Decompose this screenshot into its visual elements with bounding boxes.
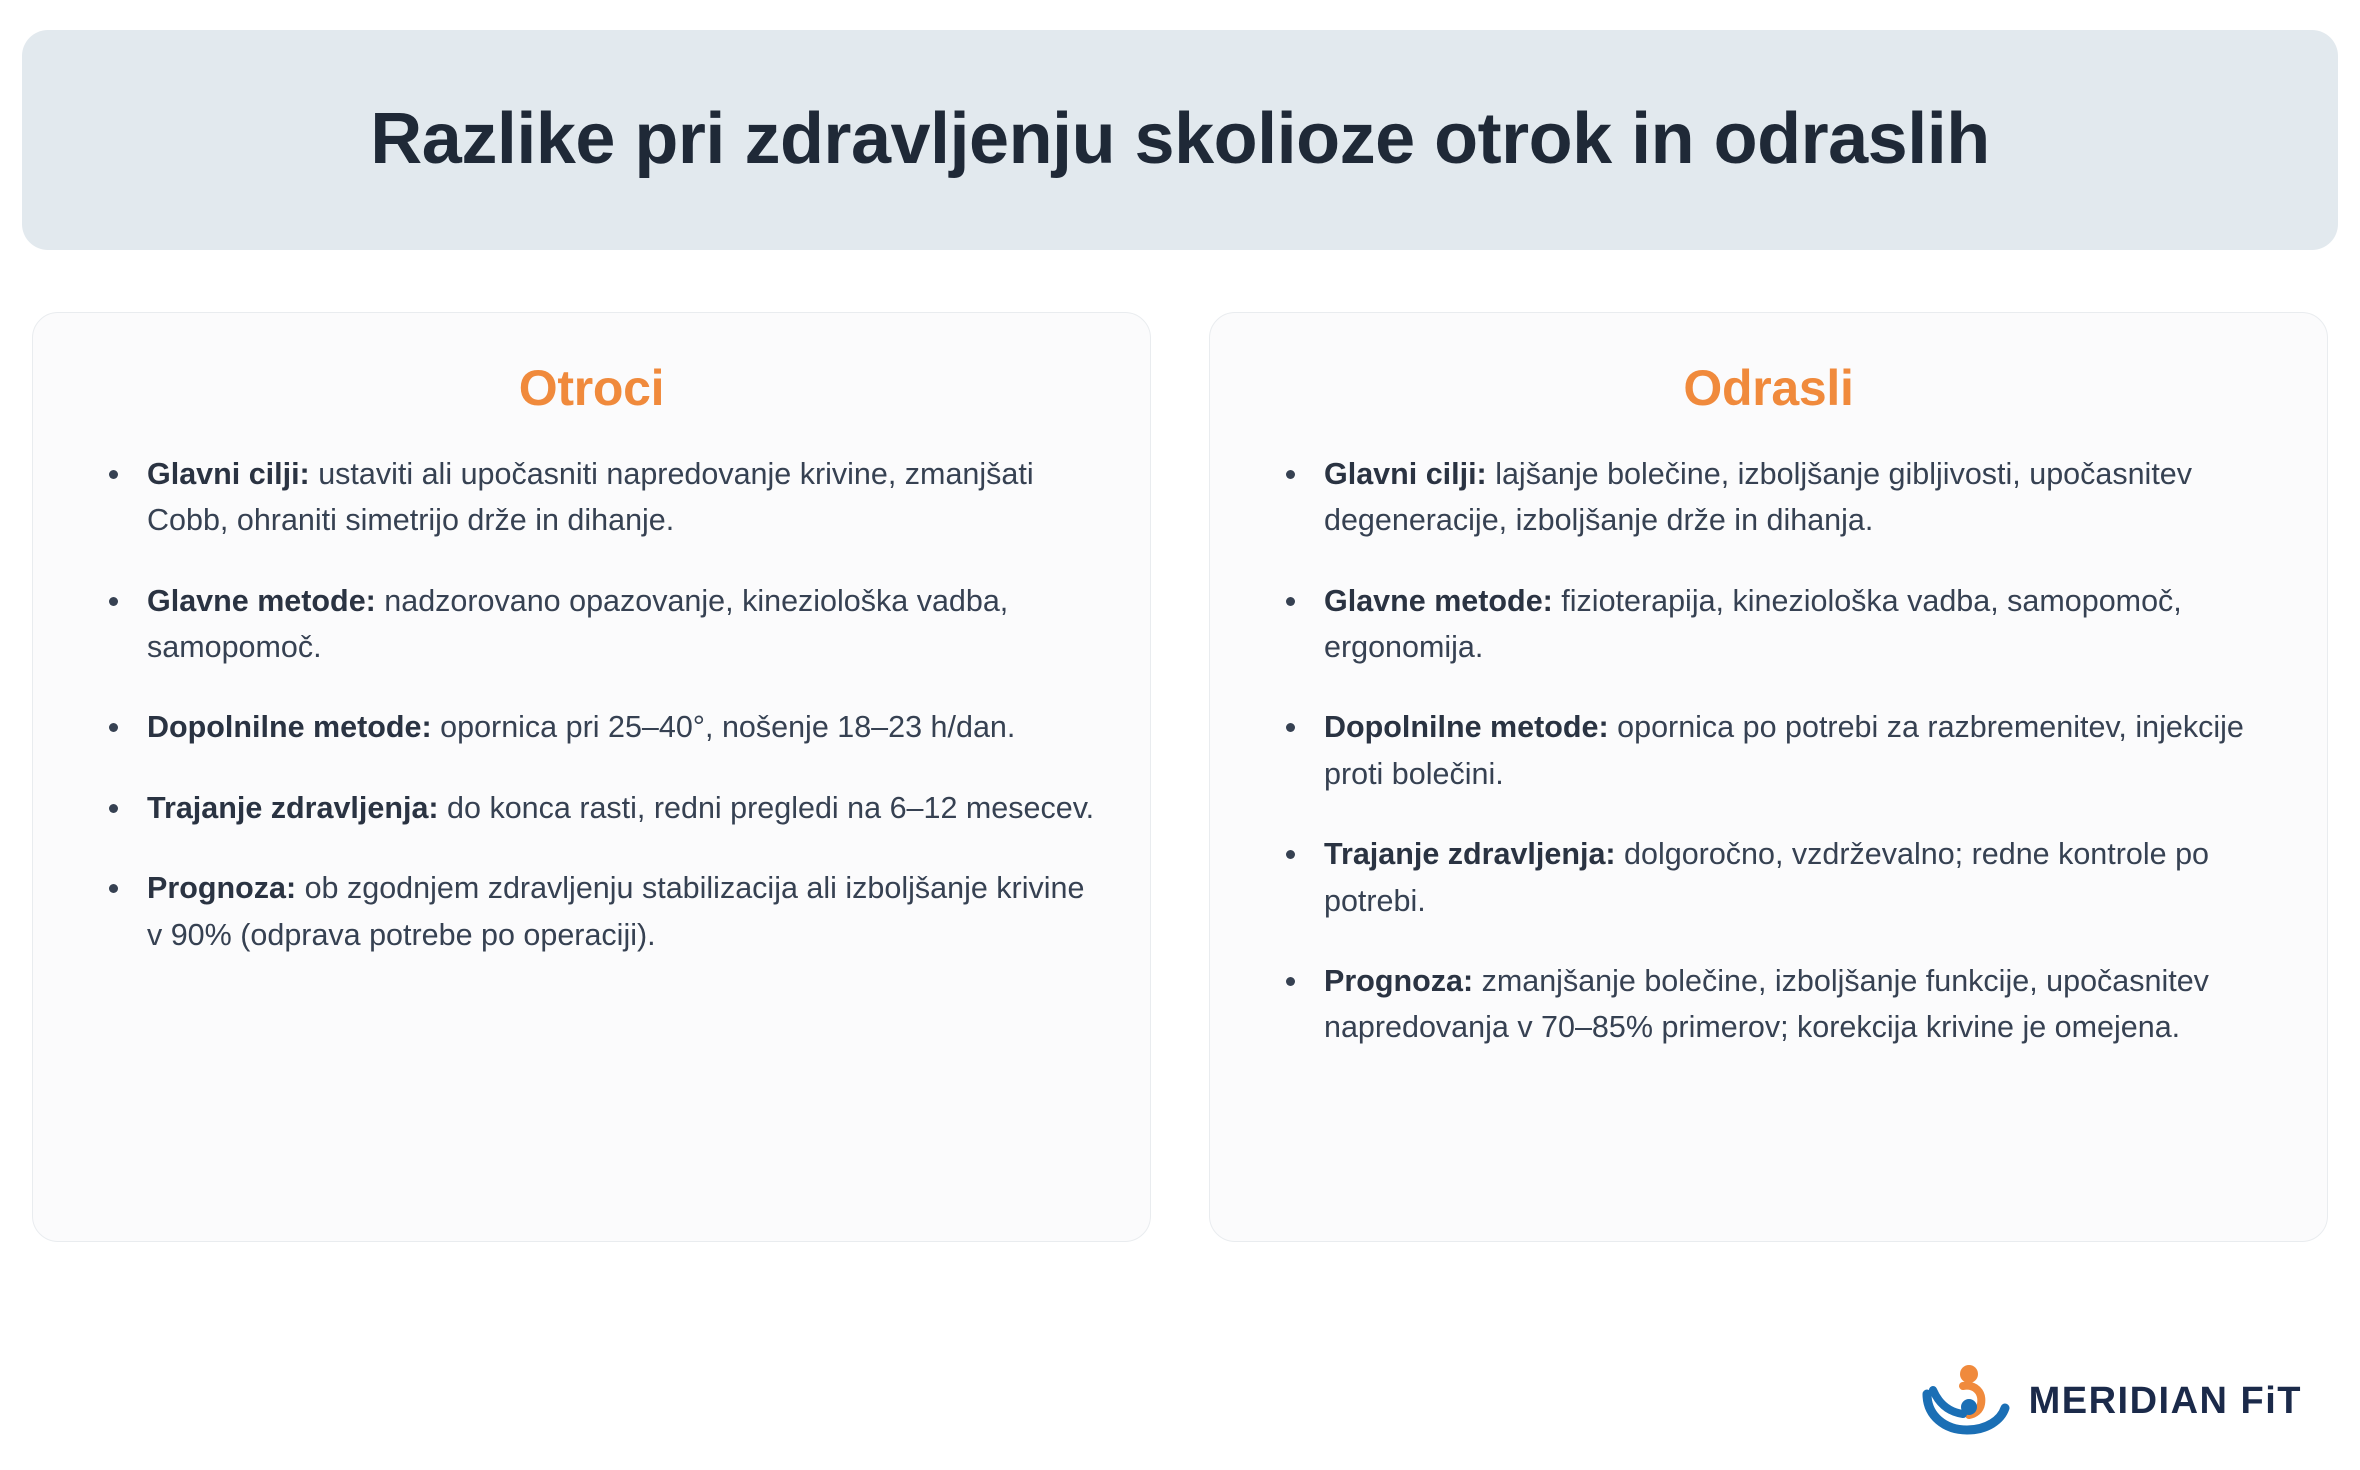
list-item	[1262, 958, 2275, 1051]
point-lead: Prognoza:	[1324, 963, 1474, 998]
point-lead: Glavni cilji:	[1324, 457, 1487, 491]
bullet-icon	[109, 723, 118, 732]
bullet-icon	[109, 470, 118, 479]
point-lead: Glavni cilji:	[147, 457, 310, 491]
column-heading-children: Otroci	[518, 360, 665, 416]
bullet-icon	[1286, 597, 1295, 606]
list-item	[1262, 704, 2275, 797]
list-item	[1262, 831, 2275, 924]
point-lead: Prognoza:	[147, 871, 297, 906]
comparison-columns	[22, 312, 2338, 1242]
list-item	[1262, 451, 2275, 544]
bullet-icon	[1286, 850, 1295, 859]
bullet-icon	[1286, 470, 1295, 479]
bullet-icon	[109, 884, 118, 893]
bullet-icon	[1286, 723, 1295, 732]
list-item	[85, 451, 1098, 544]
list-item	[85, 785, 1098, 831]
point-text: ustaviti ali upočasniti napredovanje krivine, zmanjšati Cobb, ohraniti simetrijo drže in dihanje.	[147, 457, 1034, 538]
point-text: dolgoročno, vzdrževalno; redne kontrole po potrebi.	[1324, 837, 2210, 918]
column-card-children	[32, 312, 1151, 1242]
footer-branding	[1919, 1360, 2302, 1442]
bullet-icon	[109, 597, 118, 606]
point-text: fizioterapija, kineziološka vadba, samopomoč, ergonomija.	[1324, 583, 2182, 665]
point-text: do konca rasti, redni pregledi na 6–12 mesecev.	[438, 790, 1095, 825]
page-title: Razlike pri zdravljenju skolioze otrok in odraslih	[370, 99, 1990, 180]
point-lead: Dopolnilne metode:	[147, 710, 432, 745]
point-lead: Glavne metode:	[1324, 583, 1553, 618]
points-list-adults	[1262, 451, 2275, 1051]
point-text: opornica po potrebi za razbremenitev, injekcije proti bolečini.	[1324, 710, 2244, 791]
point-text: ob zgodnjem zdravljenju stabilizacija ali izboljšanje krivine v 90% (odprava potrebe po operaciji).	[147, 871, 1085, 952]
list-item	[1262, 578, 2275, 671]
point-text: zmanjšanje bolečine, izboljšanje funkcije, upočasnitev napredovanja v 70–85% primerov; korekcija krivine je omejena.	[1324, 963, 2209, 1045]
point-text: lajšanje bolečine, izboljšanje gibljivosti, upočasnitev degeneracije, izboljšanje drže in dihanja.	[1324, 457, 2193, 538]
point-lead: Dopolnilne metode:	[1324, 710, 1609, 745]
meridian-fit-logo-icon	[1919, 1360, 2011, 1442]
title-banner	[22, 30, 2338, 250]
point-text: opornica pri 25–40°, nošenje 18–23 h/dan.	[431, 710, 1016, 745]
bullet-icon	[1286, 977, 1295, 986]
poster-page	[0, 30, 2360, 1470]
point-lead: Glavne metode:	[147, 583, 376, 618]
column-heading-adults: Odrasli	[1683, 360, 1854, 416]
logo-wordmark: MERIDIAN FiT	[2028, 1380, 2302, 1422]
point-lead: Trajanje zdravljenja:	[147, 790, 439, 825]
list-item	[85, 578, 1098, 671]
column-card-adults	[1209, 312, 2328, 1242]
point-lead: Trajanje zdravljenja:	[1324, 837, 1616, 872]
list-item	[85, 865, 1098, 958]
point-text: nadzorovano opazovanje, kineziološka vadba, samopomoč.	[147, 583, 1009, 665]
list-item	[85, 704, 1098, 750]
bullet-icon	[109, 804, 118, 813]
points-list-children	[85, 451, 1098, 958]
